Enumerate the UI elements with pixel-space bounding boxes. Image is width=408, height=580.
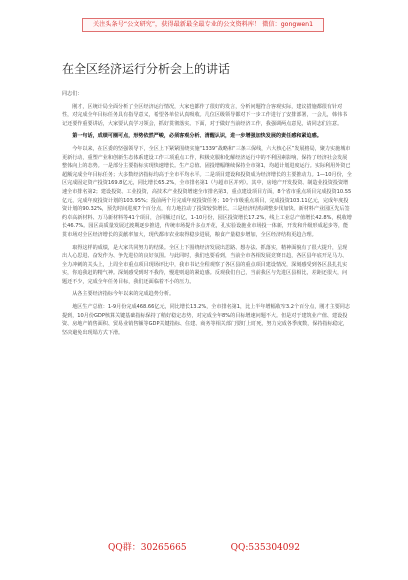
body-paragraph: 今年以来，在区委的坚强领导下，全区上下紧紧围绕实施“1339”战略和“三条三保线，六大核心区”发展格局，聚力实施城市更新行动，重塑产业和创新生态体系建设工作三项重点工作，积极克服和化解经济运行中的不利因素影响，保持了经济社会发展整体向上的态势。一是部分主要指标实现快速增长。生产总值、固投增幅继续保持全市第1，均超计划进度运行。实际利用外资已超额完成全年目标任务；大多数经济指标均高于全市平均水平。二是项目建设和投资成为经济增长的主要推动力。1—10月份，全区完成固定资产投资169.8亿元，同比增长65.2%，全市排名第1（与超市区并列）。其中，房地产开发投资、制造业投资投资增速全市排名第2；建设投资、工业投资，高技术产业投资增速全市排名第3，重点建设项目方面，8个省市重点项目完成投资10.55亿元，完成年度投资计划的103.95%；投前两个月完成年度投资任务；10个市级重点项目，完成投资103.11亿元，完成年度投资计划的90.32%，预先时间进度7个百分点，有力地拉动了投资较快增长。三是经济结构调整步伐加快。新材料产业园区先后签约卓高新材料、万马新材料等41个项目，合同额过百亿，1-10月份，园区投资增长17.2%，线上工业总产值增长42.8%，税收增长46.7%。园区高质量发展过渡期逐步推进，传统市场提升多点开花，孔实验设施业市场投一体新，开发和升级形成起步等，能贯市场对全区经济增长的贡献率加大，现代都市农业取得稳步进展，粮食产量稳步增加，全区经济结构更趋合理。 xyxy=(62,145,352,238)
section-heading: 第一句话，成绩可圈可点，形势依然严峻，必须客观分析、清醒认识，进一步增强加快发展的责任感和紧迫感。 xyxy=(72,133,322,140)
qq-group-text: QQ群：30265665 xyxy=(108,543,187,553)
footer-contact xyxy=(0,540,408,553)
qq-text: QQ:535304092 xyxy=(230,543,300,553)
salutation: 同志们： xyxy=(62,91,83,97)
document-body xyxy=(62,90,352,337)
document-title: 在全区经济运行分析会上的讲话 xyxy=(62,62,231,76)
body-paragraph: 从各主要经济指标今年以来的完成趋势分析。 xyxy=(72,291,175,298)
body-paragraph: 地区生产总值：1-9月份完成468.66亿元，同比增长13.2%，全市排名第1，比上半年增幅收窄3.2个百分点，刚才主要同志提到，10月份GDP核算关键基础指标保持了稍好稳定态势，对完成全年8%的目标增速问题不大。但是对于建筑业产值、建设投资、房地产销售面积、贸易业销售额等GDP关键指标、住建、商务等相关部门要盯上盯死，努力完成各季度数，保持指标稳定，坚决避免出现塌方式下滑。 xyxy=(62,304,350,336)
body-paragraph: 刚才，区统计局全面分析了全区经济运行情况，大家也都作了很好的发言，分析问题符合客观实际，建议措施都很有针对性，对完成全年目标任务具有指导意义，希望各单位认真吸收。几位区级领导都对下一步工作进行了安排部署，一会儿，韩伟书记还要作重要讲话，大家要认真学习领会，抓好贯彻落实。下面，对于做好当前经济工作，我强调两点意见，请同志们注意。 xyxy=(62,103,348,127)
header-banner: 关注头条号“公文研究”，获得最新最全最专业的公文资料库！ 微信：gongwen1 xyxy=(82,18,324,32)
body-paragraph: 取得这样的成绩，是大家共同努力的结果。全区上下围绕经济发展出思路、想办法、抓落实，精神面貌有了很大提升，呈现出人心思进、奋发作为、争先进位的良好氛围。与此同时，我们也要看到，当前全市各相发展竞赛日趋，各区县年底开足马力、全力冲刺的关头上，上周全市重点项目现场评比中，我市书记全程观察了各区县的重点项目建设情况，深刻感受到各区县扎扎实实，你追我赶的精气神。深刻感受到时不我待，慢进则退的紧迫感。反观我们自己，当前我区与先进区县相比，差距还很大，问题还不少，完成全年任务目标，我们还面临着不小的压力。 xyxy=(62,244,348,285)
